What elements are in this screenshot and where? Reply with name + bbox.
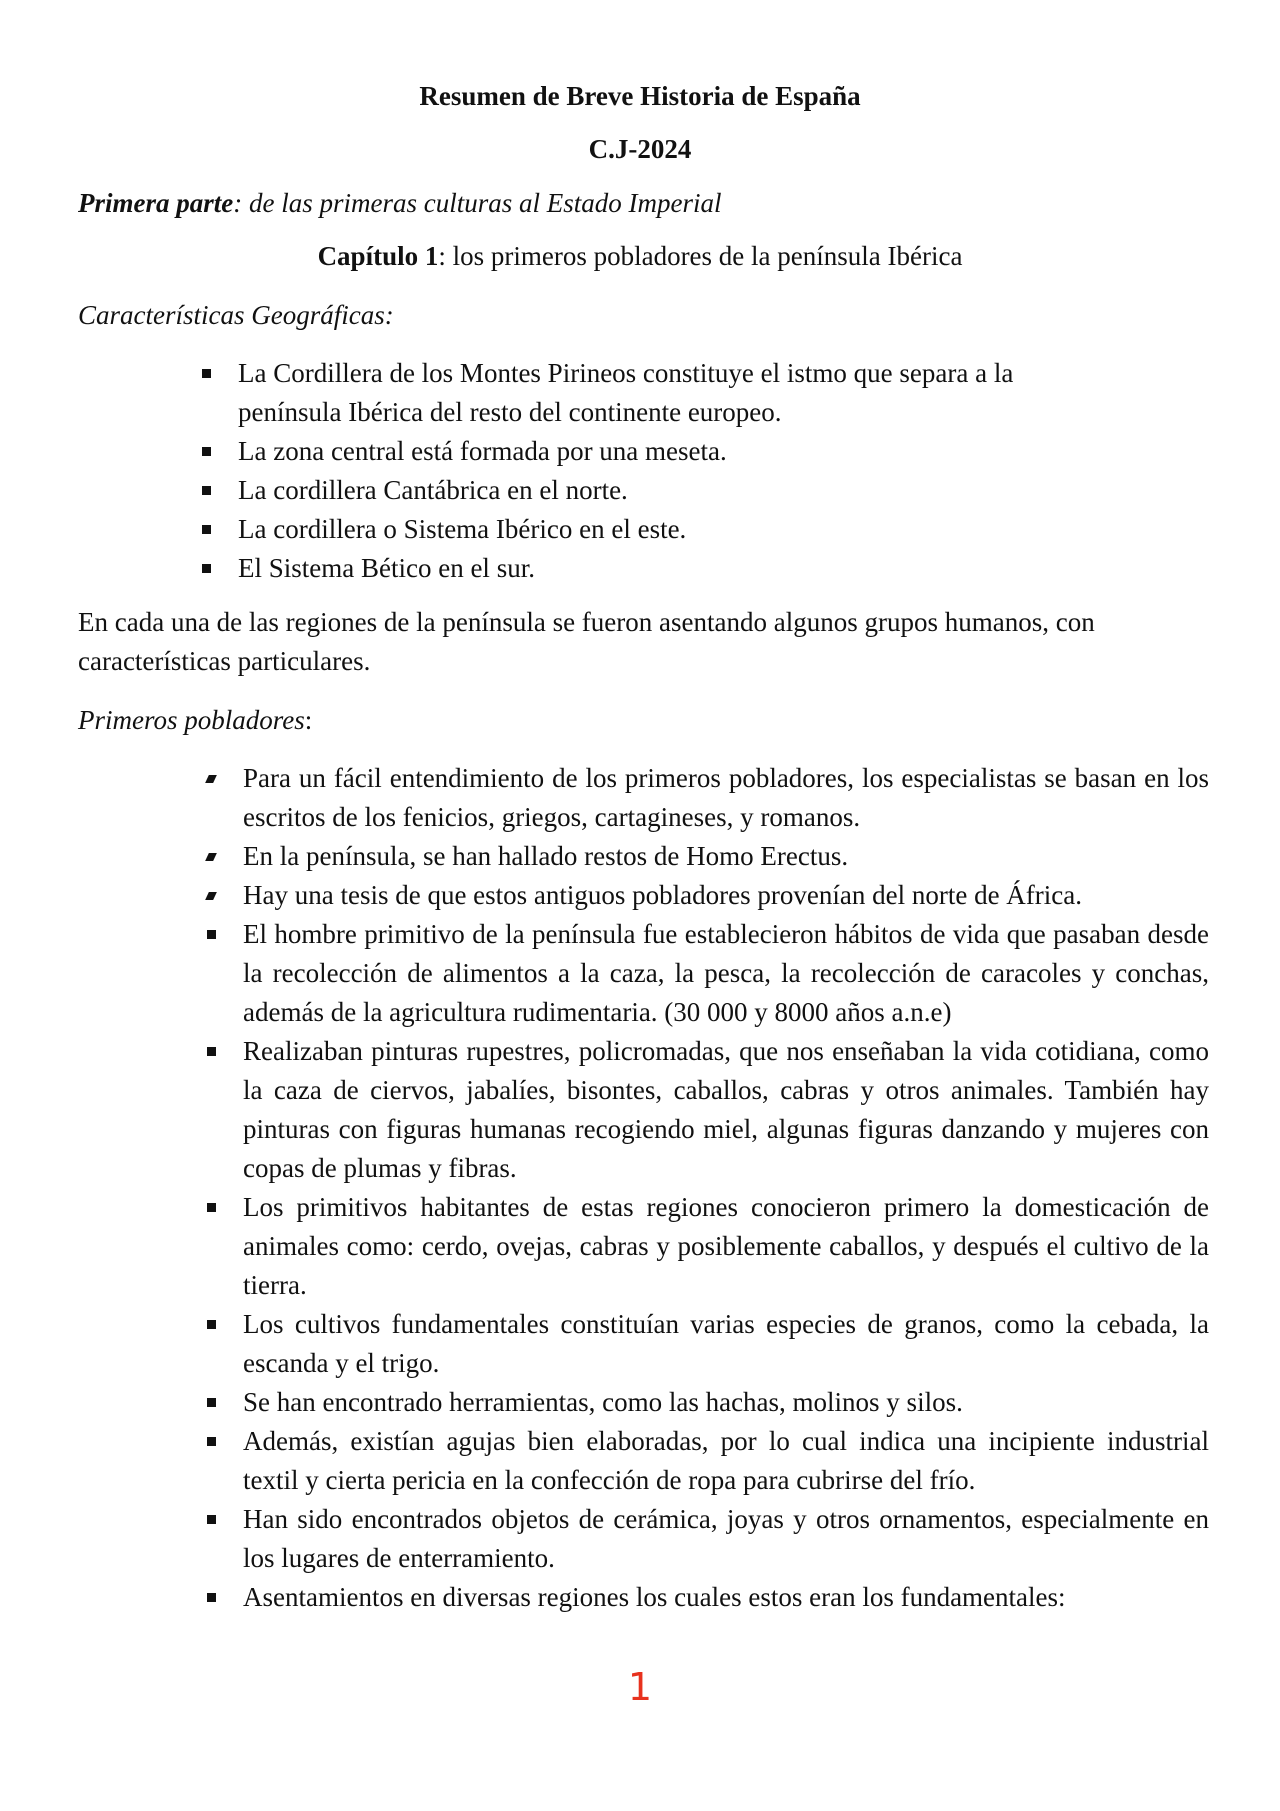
bullet-icon: [207, 1515, 216, 1524]
page-number: 1: [627, 1665, 653, 1709]
list-item: Realizaban pinturas rupestres, policromadas, que nos enseñaban la vida cotidiana, como la caza de ciervos, jabalíes, bisontes, caballos, cabras y otros animales. También hay pinturas con figuras humanas recogiendo miel, algunas figuras danzando y mujeres con copas de plumas y fibras.: [243, 1032, 1209, 1188]
bullet-icon: [207, 930, 216, 939]
bullet-icon: [205, 775, 217, 783]
document-code: C.J-2024: [588, 134, 692, 164]
list-item: Hay una tesis de que estos antiguos pobladores provenían del norte de África.: [243, 876, 1209, 915]
part-heading: [78, 184, 1210, 223]
chapter-label: Capítulo 1: [317, 241, 439, 271]
pobladores-list: [243, 759, 1209, 1617]
part-text: : de las primeras culturas al Estado Imperial: [233, 188, 722, 218]
pobladores-colon: :: [304, 705, 313, 735]
bullet-icon: [205, 892, 217, 900]
bullet-icon: [207, 1047, 216, 1056]
bullet-icon: [202, 486, 211, 495]
document-title: Resumen de Breve Historia de España: [419, 81, 861, 111]
pobladores-heading: [78, 701, 1210, 740]
bullet-icon: [202, 525, 211, 534]
bullet-icon: [207, 1593, 216, 1602]
intro-paragraph: En cada una de las regiones de la península se fueron asentando algunos grupos humanos, con características particulares.: [78, 607, 1095, 676]
geo-heading: Características Geográficas:: [78, 300, 394, 330]
part-label: Primera parte: [78, 188, 234, 218]
chapter-text: : los primeros pobladores de la península Ibérica: [438, 241, 963, 271]
list-item: Los primitivos habitantes de estas regiones conocieron primero la domesticación de animales como: cerdo, ovejas, cabras y posiblemente caballos, y después el cultivo de la tierra.: [243, 1188, 1209, 1305]
list-item: El Sistema Bético en el sur.: [238, 549, 1118, 588]
bullet-icon: [202, 447, 211, 456]
list-item: La Cordillera de los Montes Pirineos constituye el istmo que separa a la península Ibérica del resto del continente europeo.: [238, 354, 1118, 432]
list-item: Han sido encontrados objetos de cerámica, joyas y otros ornamentos, especialmente en los lugares de enterramiento.: [243, 1500, 1209, 1578]
list-item: Se han encontrado herramientas, como las hachas, molinos y silos.: [243, 1383, 1209, 1422]
bullet-icon: [202, 564, 211, 573]
bullet-icon: [205, 853, 217, 861]
list-item: La cordillera o Sistema Ibérico en el este.: [238, 510, 1118, 549]
list-item: Los cultivos fundamentales constituían varias especies de granos, como la cebada, la escanda y el trigo.: [243, 1305, 1209, 1383]
list-item: Asentamientos en diversas regiones los cuales estos eran los fundamentales:: [243, 1578, 1209, 1617]
list-item: Para un fácil entendimiento de los primeros pobladores, los especialistas se basan en los escritos de los fenicios, griegos, cartagineses, y romanos.: [243, 759, 1209, 837]
geo-list: [238, 354, 1118, 588]
pobladores-label: Primeros pobladores: [78, 705, 305, 735]
bullet-icon: [207, 1437, 216, 1446]
list-item: El hombre primitivo de la península fue establecieron hábitos de vida que pasaban desde la recolección de alimentos a la caza, la pesca, la recolección de caracoles y conchas, además de la agricultura rudimentaria. (30 000 y 8000 años a.n.e): [243, 915, 1209, 1032]
list-item: Además, existían agujas bien elaboradas, por lo cual indica una incipiente industrial textil y cierta pericia en la confección de ropa para cubrirse del frío.: [243, 1422, 1209, 1500]
bullet-icon: [207, 1398, 216, 1407]
list-item: La cordillera Cantábrica en el norte.: [238, 471, 1118, 510]
bullet-icon: [207, 1320, 216, 1329]
list-item: En la península, se han hallado restos de Homo Erectus.: [243, 837, 1209, 876]
list-item: La zona central está formada por una meseta.: [238, 432, 1118, 471]
bullet-icon: [202, 369, 211, 378]
bullet-icon: [207, 1203, 216, 1212]
chapter-heading: [0, 237, 1280, 276]
